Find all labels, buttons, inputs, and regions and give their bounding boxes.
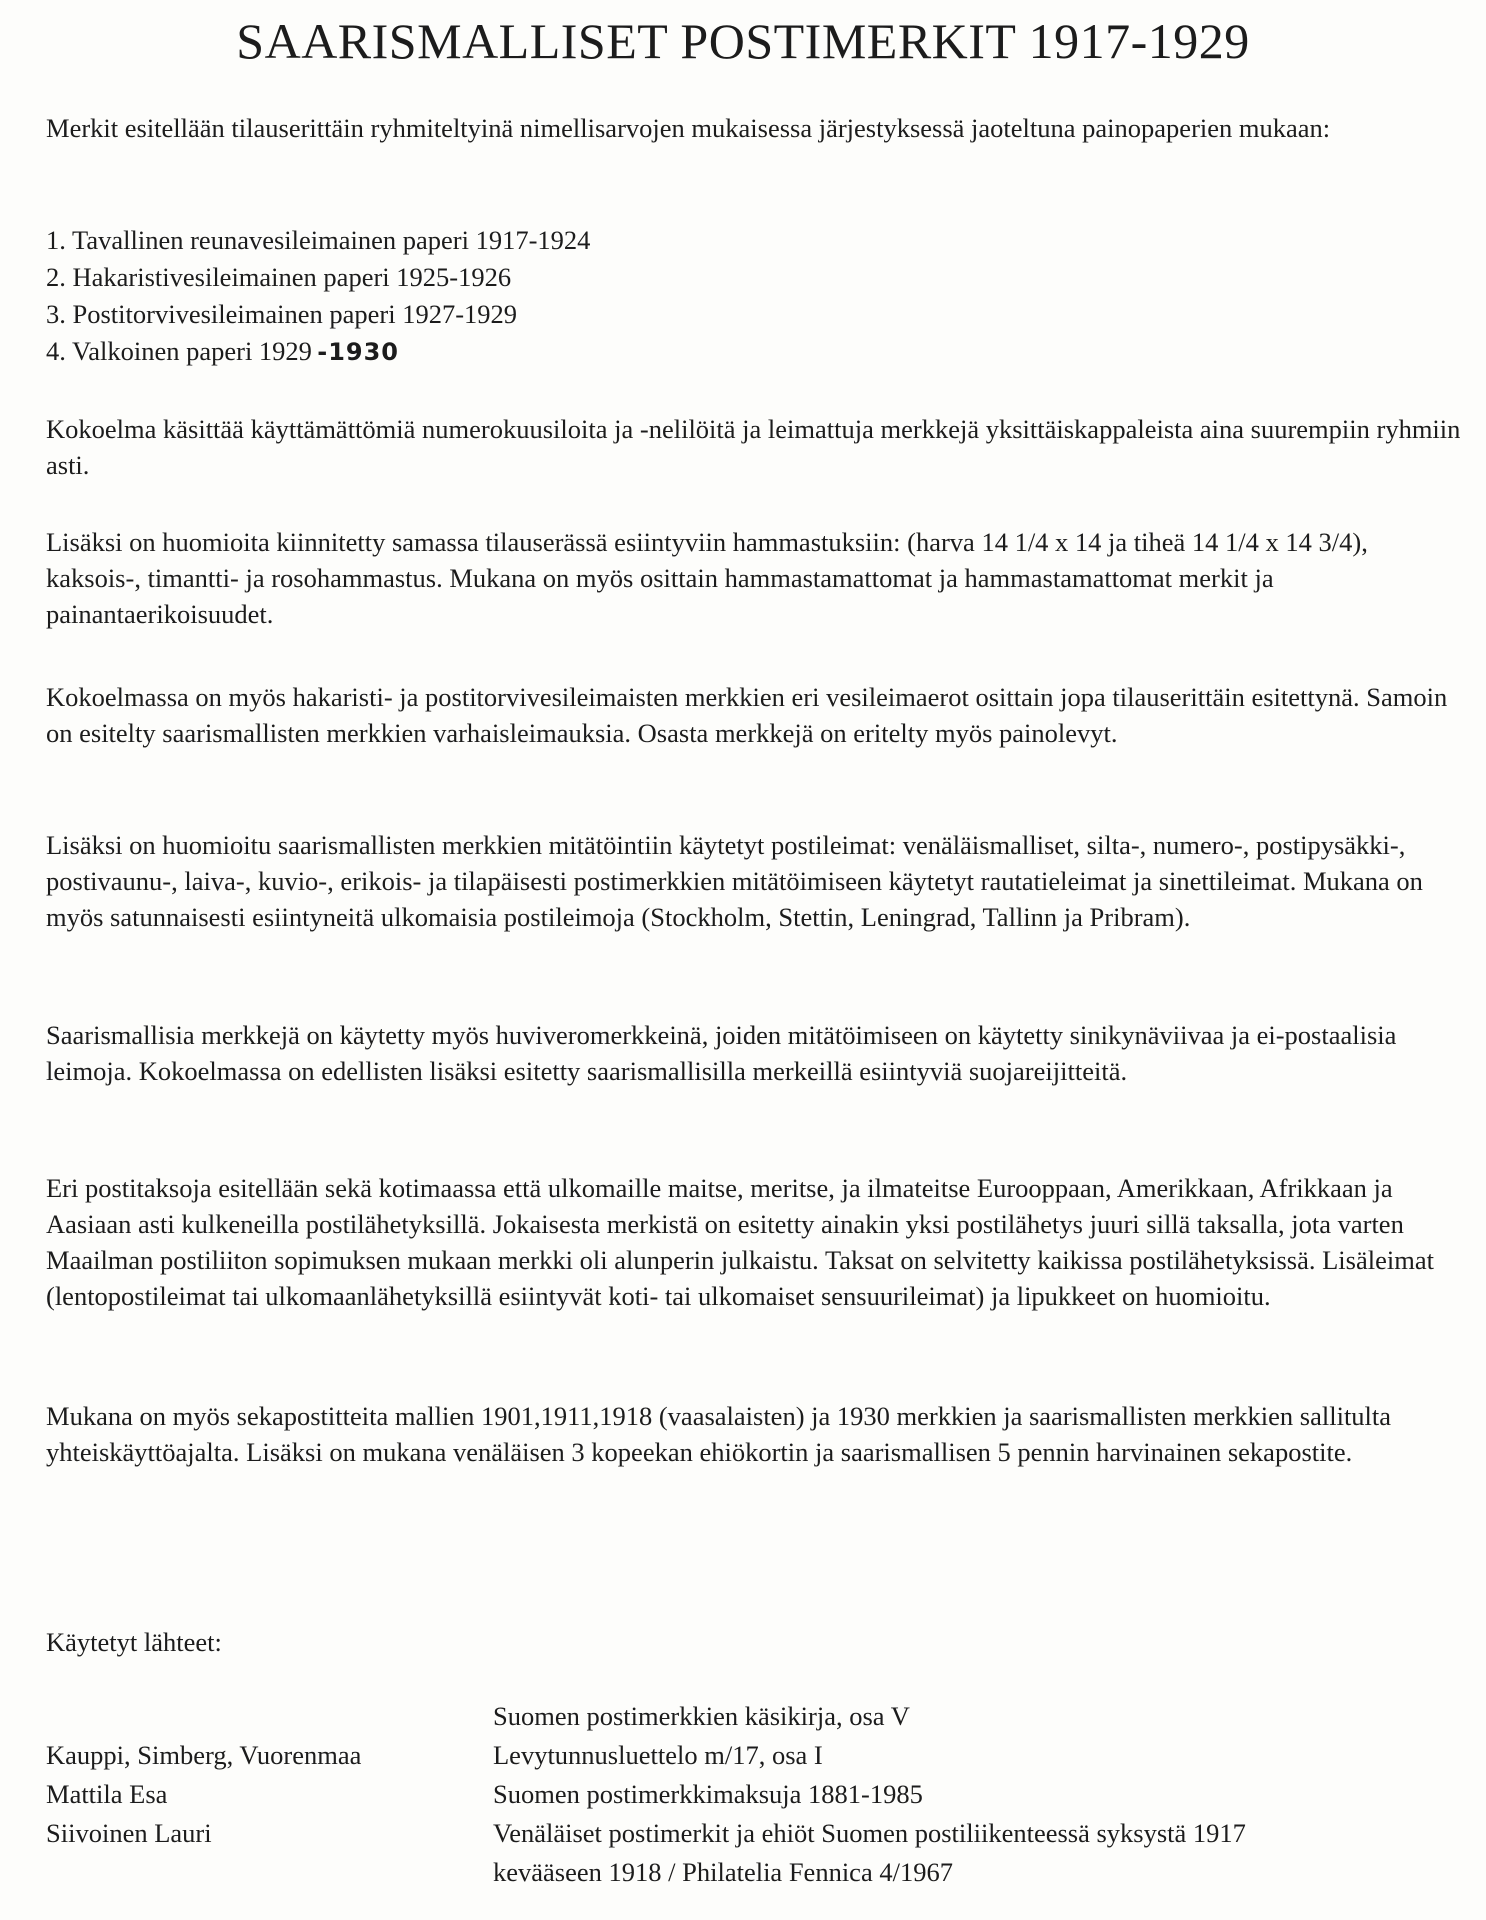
list-item (46, 333, 590, 371)
source-title: Suomen postimerkkimaksuja 1881-1985 (493, 1779, 923, 1809)
intro-paragraph (46, 110, 1464, 146)
paragraph-postmarks (46, 827, 1464, 935)
paragraph-postal-rates (46, 1170, 1464, 1314)
paper-type-list (46, 222, 590, 371)
list-item: 3. Postitorvivesileimainen paperi 1927-1929 (46, 299, 518, 329)
paragraph: Saarismallisia merkkejä on käytetty myös huviveromerkkeinä, joiden mitätöimiseen on käytetty sinikynäviivaa ja ei-postaalisia leimoja. Kokoelmassa on edellisten lisäksi esitetty saarismallisilla merkeillä esiintyviä suojareijitteitä. (46, 1020, 1397, 1086)
source-title: Suomen postimerkkien käsikirja, osa V (493, 1701, 910, 1731)
paragraph: Kokoelma käsittää käyttämättömiä numerokuusiloita ja -nelilöitä ja leimattuja merkkejä yksittäiskappaleista aina suurempiin ryhmiin asti. (46, 414, 1461, 480)
source-title: kevääseen 1918 / Philatelia Fennica 4/1967 (493, 1857, 953, 1887)
paragraph-collection (46, 411, 1464, 483)
paragraph: Lisäksi on huomioita kiinnitetty samassa tilauserässä esiintyviin hammastuksiin: (harva 14 1/4 x 14 ja tiheä 14 1/4 x 14 3/4), kaksois-, timantti- ja rosohammastus. Mukana on myös osittain hammastamattomat ja hammastamattomat merkit ja painantaerikoisuudet. (46, 527, 1368, 629)
list-item: 1. Tavallinen reunavesileimainen paperi 1917-1924 (46, 225, 591, 255)
paragraph: Mukana on myös sekapostitteita mallien 1901,1911,1918 (vaasalaisten) ja 1930 merkkien ja saarismallisten merkkien sallitulta yhteiskäyttöajalta. Lisäksi on mukana venäläisen 3 kopeekan ehiökortin ja saarismallisen 5 pennin harvinainen sekapostite. (46, 1401, 1392, 1467)
paragraph: Kokoelmassa on myös hakaristi- ja postitorvivesileimaisten merkkien eri vesileimaerot osittain jopa tilauserittäin esitettynä. Samoin on esitelty saarismallisten merkkien varhaisleimauksia. Osasta merkkejä on eritelty myös painolevyt. (46, 682, 1448, 748)
page-title: SAARISMALLISET POSTIMERKIT 1917-1929 (236, 13, 1250, 69)
list-item: 2. Hakaristivesileimainen paperi 1925-1926 (46, 262, 512, 292)
paragraph: Lisäksi on huomioitu saarismallisten merkkien mitätöintiin käytetyt postileimat: venäläismalliset, silta-, numero-, postipysäkki-, postivaunu-, laiva-, kuvio-, erikois- ja tilapäisesti postimerkkien mitätöimiseen käytetyt rautatieleimat ja sinettileimat. Mukana on myös satunnaisesti esiintyneitä ulkomaisia postileimoja (Stockholm, Stettin, Leningrad, Tallinn ja Pribram). (46, 830, 1423, 932)
source-author: Mattila Esa (46, 1779, 168, 1809)
list-item-text: 4. Valkoinen paperi 1929 (46, 336, 312, 366)
source-authors (46, 1736, 361, 1853)
paragraph-watermarks (46, 679, 1464, 751)
source-title: Venäläiset postimerkit ja ehiöt Suomen postiliikenteessä syksystä 1917 (493, 1818, 1246, 1848)
source-titles (493, 1697, 1463, 1892)
source-author: Kauppi, Simberg, Vuorenmaa (46, 1740, 362, 1770)
paragraph-revenue-use (46, 1017, 1464, 1089)
handwritten-annotation: -1930 (317, 338, 400, 366)
source-title: Levytunnusluettelo m/17, osa I (493, 1740, 823, 1770)
paragraph: Eri postitaksoja esitellään sekä kotimaassa että ulkomaille maitse, meritse, ja ilmateitse Eurooppaan, Amerikkaan, Afrikkaan ja Aasiaan asti kulkeneilla postilähetyksillä. Jokaisesta merkistä on esitetty ainakin yksi postilähetys juuri sillä taksalla, jota varten Maailman postiliiton sopimuksen mukaan merkki oli alunperin julkaistu. Taksat on selvitetty kaikissa postilähetyksissä. Lisäleimat (lentopostileimat tai ulkomaanlähetyksillä esiintyvät koti- tai ulkomaiset sensuurileimat) ja lipukkeet on huomioitu. (46, 1173, 1434, 1311)
source-author: Siivoinen Lauri (46, 1818, 212, 1848)
paragraph-perforations (46, 524, 1464, 632)
intro-text: Merkit esitellään tilauserittäin ryhmiteltyinä nimellisarvojen mukaisessa järjestyksessä jaoteltuna painopaperien mukaan: (46, 113, 1331, 143)
paragraph-mixed-frankings (46, 1398, 1464, 1470)
sources-heading: Käytetyt lähteet: (46, 1627, 222, 1657)
